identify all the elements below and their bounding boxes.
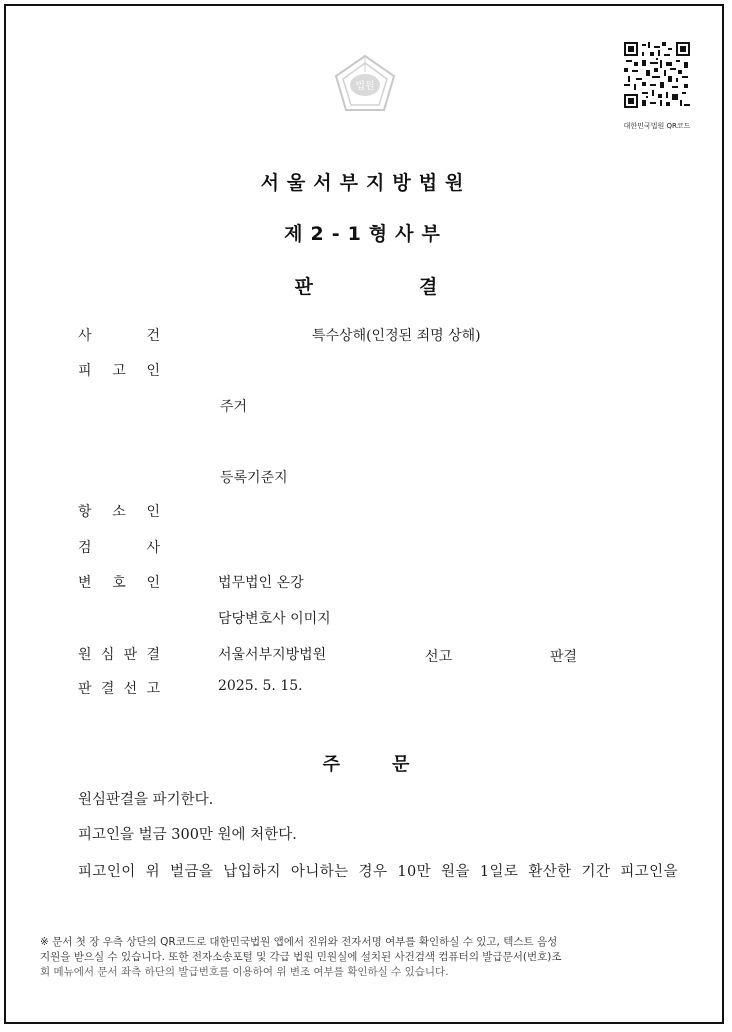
label-char: 결 bbox=[100, 681, 115, 697]
main-text-line: 원심판결을 파기한다. bbox=[78, 792, 214, 808]
label-char: 항 bbox=[78, 504, 92, 520]
label-char: 인 bbox=[146, 363, 160, 379]
label-char: 심 bbox=[100, 647, 115, 663]
original-judgment: 판결 bbox=[550, 649, 578, 665]
judgment-date: 2025. 5. 15. bbox=[218, 678, 303, 694]
label-char: 호 bbox=[112, 575, 126, 591]
label-char: 인 bbox=[146, 504, 160, 520]
original-pronounced: 선고 bbox=[425, 649, 453, 665]
label-char: 건 bbox=[146, 328, 160, 344]
label-char: 소 bbox=[112, 504, 126, 520]
court-name: 서울서부지방법원 bbox=[260, 172, 472, 194]
appellant-label bbox=[78, 501, 160, 521]
address-label: 주거 bbox=[220, 399, 248, 415]
counsel-label bbox=[78, 572, 160, 592]
main-text-line: 피고인을 벌금 300만 원에 처한다. bbox=[78, 827, 297, 843]
defendant-label bbox=[78, 360, 160, 380]
division-name: 제2-1형사부 bbox=[284, 223, 448, 245]
label-char: 변 bbox=[78, 575, 92, 591]
label-char: 원 bbox=[78, 647, 92, 663]
label-char: 판 bbox=[123, 647, 138, 663]
registration-label: 등록기준지 bbox=[220, 470, 288, 486]
court-emblem-icon bbox=[332, 54, 398, 114]
original-court: 서울서부지방법원 bbox=[218, 647, 327, 663]
label-char: 선 bbox=[123, 681, 138, 697]
counsel-attorney: 담당변호사 이미지 bbox=[218, 611, 331, 627]
counsel-firm: 법무법인 온강 bbox=[218, 575, 304, 591]
label-char: 인 bbox=[146, 575, 160, 591]
label-char: 고 bbox=[112, 363, 126, 379]
label-char: 사 bbox=[78, 328, 92, 344]
notice-line: 지원을 받으실 수 있습니다. 또한 전자소송포털 및 각급 법원 민원실에 설치된 사건검색 컴퓨터의 발급문서(번호)조 bbox=[40, 951, 562, 963]
label-char: 피 bbox=[78, 363, 92, 379]
prosecutor-label bbox=[78, 537, 160, 557]
qr-code-icon[interactable] bbox=[624, 42, 690, 108]
label-char: 검 bbox=[78, 540, 92, 556]
original-judgment-label bbox=[78, 644, 160, 664]
label-char: 판 bbox=[78, 681, 92, 697]
case-value: 특수상해(인정된 죄명 상해) bbox=[312, 328, 481, 344]
label-char: 사 bbox=[146, 540, 160, 556]
notice-line: 회 메뉴에서 문서 좌측 하단의 발급번호를 이용하여 위 변조 여부를 확인하실 수 있습니다. bbox=[40, 966, 449, 978]
label-char: 결 bbox=[146, 647, 160, 663]
document-title: 판결 bbox=[294, 276, 544, 298]
judgment-date-label bbox=[78, 678, 160, 698]
notice-line: ※ 문서 첫 장 우측 상단의 QR코드로 대한민국법원 앱에서 진위와 전자서명 여부를 확인하실 수 있고, 텍스트 음성 bbox=[40, 936, 558, 948]
footer-notice bbox=[40, 935, 696, 981]
case-label bbox=[78, 325, 160, 345]
emblem-text: 법원 bbox=[355, 81, 375, 92]
main-text-line: 피고인이 위 벌금을 납입하지 아니하는 경우 10만 원을 1일로 환산한 기간 피고인을 bbox=[78, 864, 678, 880]
qr-caption: 대한민국법원 QR코드 bbox=[623, 122, 691, 130]
main-text-title: 주문 bbox=[322, 754, 462, 775]
label-char: 고 bbox=[146, 681, 160, 697]
